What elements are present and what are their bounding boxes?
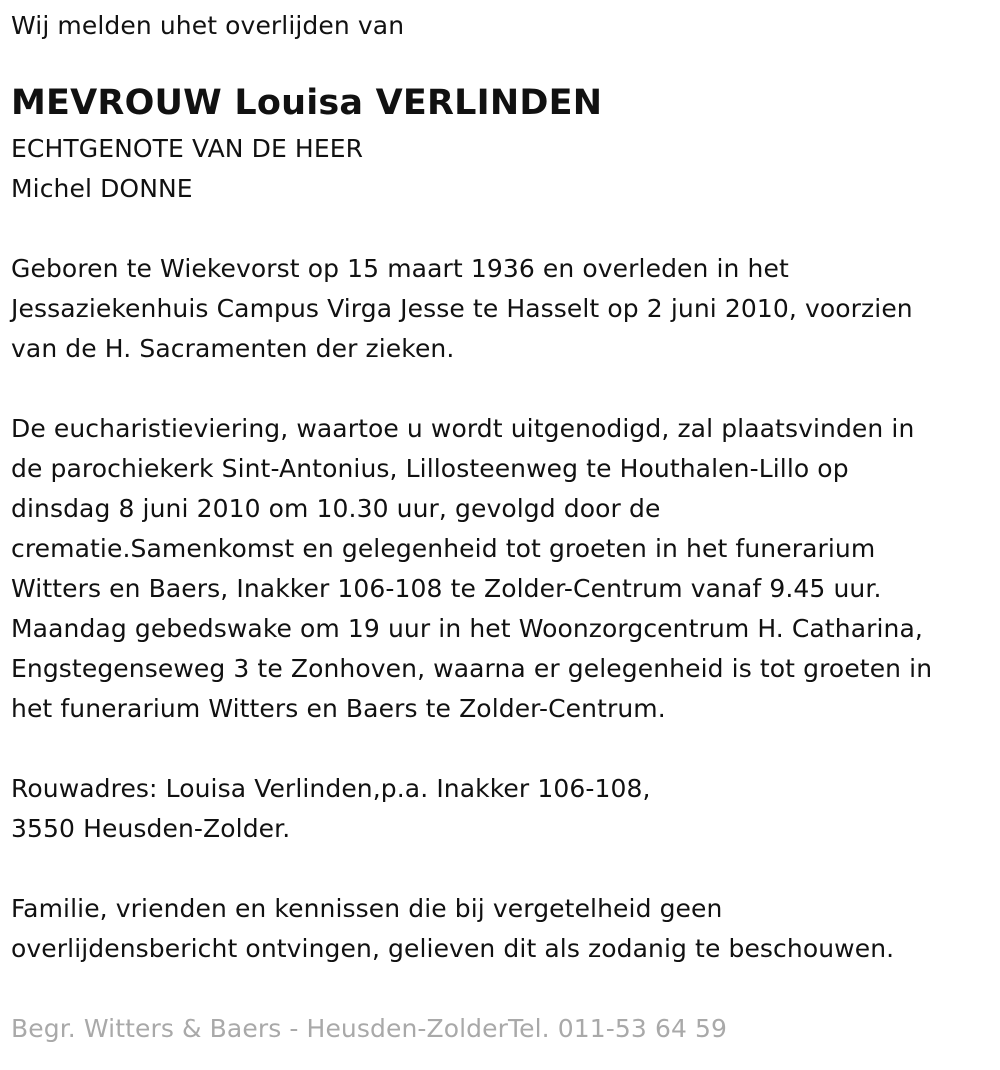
paragraph-line: Witters en Baers, Inakker 106-108 te Zolder-Centrum vanaf 9.45 uur. (11, 574, 882, 603)
funeral-home-footer: Begr. Witters & Baers - Heusden-ZolderTel. 011-53 64 59 (11, 1014, 728, 1043)
paragraph-line: Rouwadres: Louisa Verlinden,p.a. Inakker 106-108, (11, 774, 651, 803)
paragraph-line: crematie.Samenkomst en gelegenheid tot groeten in het funerarium (11, 534, 876, 563)
paragraph-line: Geboren te Wiekevorst op 15 maart 1936 en overleden in het (11, 254, 789, 283)
paragraph-line: van de H. Sacramenten der zieken. (11, 334, 455, 363)
paragraph-line: dinsdag 8 juni 2010 om 10.30 uur, gevolgd door de (11, 494, 661, 523)
paragraph-line: Engstegenseweg 3 te Zonhoven, waarna er gelegenheid is tot groeten in (11, 654, 933, 683)
intro-text: Wij melden uhet overlijden van (11, 11, 405, 40)
paragraph-line: Jessaziekenhuis Campus Virga Jesse te Hasselt op 2 juni 2010, voorzien (11, 294, 913, 323)
paragraph-line: Familie, vrienden en kennissen die bij vergetelheid geen (11, 894, 723, 923)
deceased-name: MEVROUW Louisa VERLINDEN (11, 83, 603, 123)
paragraph-line: het funerarium Witters en Baers te Zolder-Centrum. (11, 694, 666, 723)
paragraph-line: de parochiekerk Sint-Antonius, Lillosteenweg te Houthalen-Lillo op (11, 454, 849, 483)
ceremony-paragraph (11, 409, 996, 729)
paragraph-line: De eucharistieviering, waartoe u wordt uitgenodigd, zal plaatsvinden in (11, 414, 915, 443)
death-notice (11, 0, 996, 1049)
birth-death-paragraph (11, 249, 996, 369)
mourning-address (11, 769, 996, 849)
paragraph-line: Maandag gebedswake om 19 uur in het Woonzorgcentrum H. Catharina, (11, 614, 923, 643)
paragraph-line: 3550 Heusden-Zolder. (11, 814, 291, 843)
spouse-title: ECHTGENOTE VAN DE HEER (11, 134, 364, 163)
paragraph-line: overlijdensbericht ontvingen, gelieven dit als zodanig te beschouwen. (11, 934, 895, 963)
family-notice-paragraph (11, 889, 996, 969)
spouse-name: Michel DONNE (11, 174, 193, 203)
